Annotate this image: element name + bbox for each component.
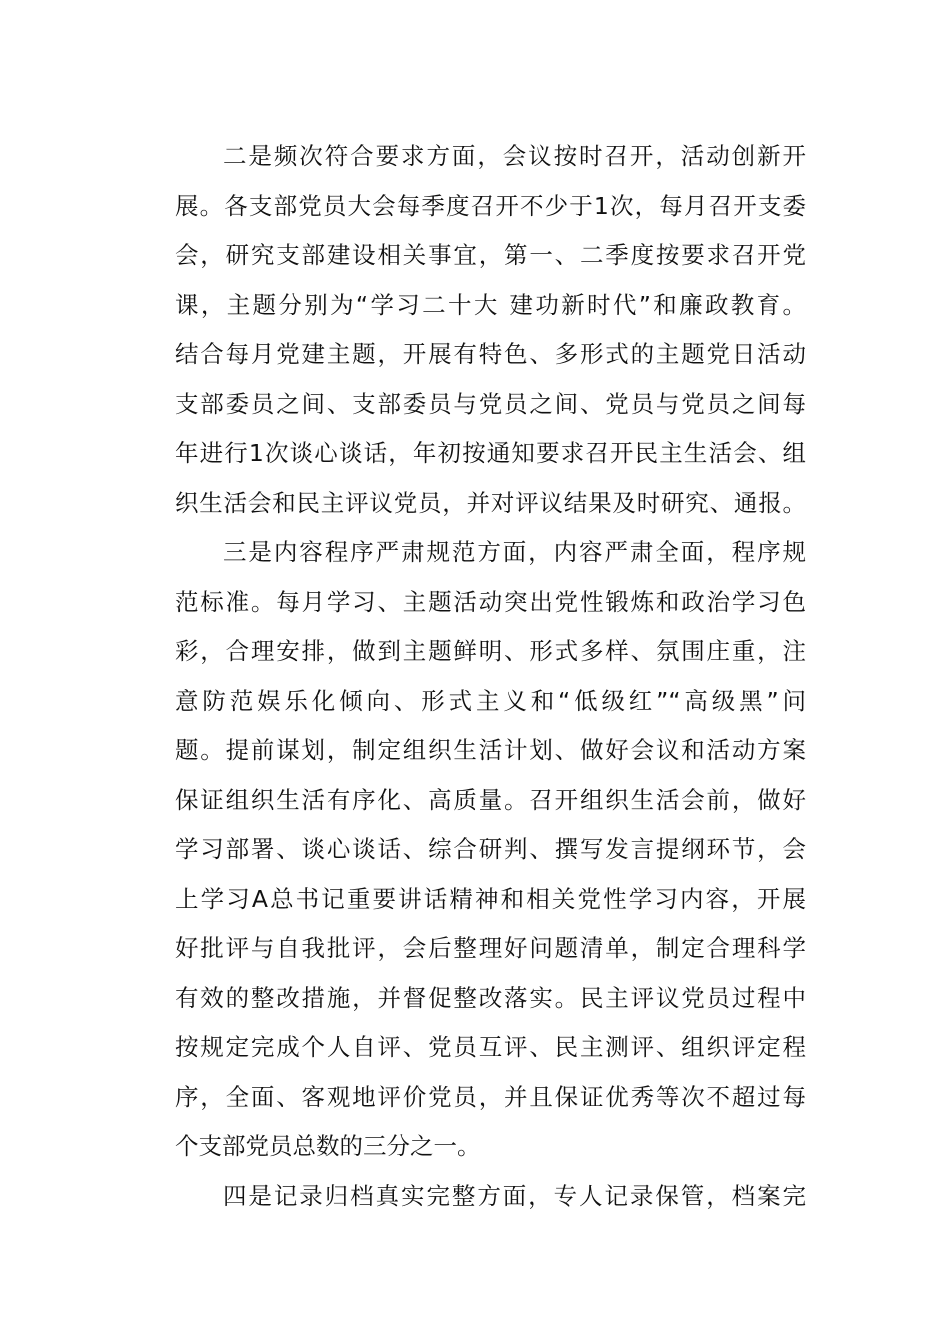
text-line: 支部委员之间、支部委员与党员之间、党员与党员之间每 — [175, 389, 806, 418]
text-line: 展。各支部党员大会每季度召开不少于1次，每月召开支委 — [175, 191, 806, 220]
text-line: 结合每月党建主题，开展有特色、多形式的主题党日活动 — [175, 340, 806, 368]
paragraph-3 — [175, 1172, 806, 1222]
text-line: 有效的整改措施，并督促整改落实。民主评议党员过程中 — [175, 983, 806, 1012]
text-line: 学习部署、谈心谈话、综合研判、撰写发言提纲环节，会 — [175, 835, 806, 863]
text-line: 范标准。每月学习、主题活动突出党性锻炼和政治学习色 — [175, 587, 806, 616]
text-line: 意防范娱乐化倾向、形式主义和“低级红”“高级黑”问 — [175, 686, 806, 715]
text-line: 个支部党员总数的三分之一。 — [175, 1132, 481, 1160]
text-line: 好批评与自我批评，会后整理好问题清单，制定合理科学 — [175, 934, 806, 962]
text-line: 织生活会和民主评议党员，并对评议结果及时研究、通报。 — [175, 488, 806, 517]
text-line: 上学习A总书记重要讲话精神和相关党性学习内容，开展 — [175, 884, 806, 913]
text-line: 二是频次符合要求方面，会议按时召开，活动创新开 — [223, 142, 806, 170]
text-line: 按规定完成个人自评、党员互评、民主测评、组织评定程 — [175, 1033, 806, 1061]
text-line: 四是记录归档真实完整方面，专人记录保管，档案完 — [223, 1181, 806, 1210]
text-line: 题。提前谋划，制定组织生活计划、做好会议和活动方案 — [175, 736, 806, 764]
paragraph-1 — [175, 132, 806, 528]
paragraph-2 — [175, 528, 806, 1172]
document-page — [175, 132, 806, 1221]
text-line: 年进行1次谈心谈话，年初按通知要求召开民主生活会、组 — [175, 439, 806, 467]
text-line: 课，主题分别为“学习二十大 建功新时代”和廉政教育。 — [175, 290, 806, 319]
text-line: 三是内容程序严肃规范方面，内容严肃全面，程序规 — [223, 538, 806, 566]
text-line: 序，全面、客观地评价党员，并且保证优秀等次不超过每 — [175, 1082, 806, 1111]
text-line: 保证组织生活有序化、高质量。召开组织生活会前，做好 — [175, 785, 806, 814]
text-line: 彩，合理安排，做到主题鲜明、形式多样、氛围庄重，注 — [175, 637, 806, 665]
text-line: 会，研究支部建设相关事宜，第一、二季度按要求召开党 — [175, 241, 806, 269]
